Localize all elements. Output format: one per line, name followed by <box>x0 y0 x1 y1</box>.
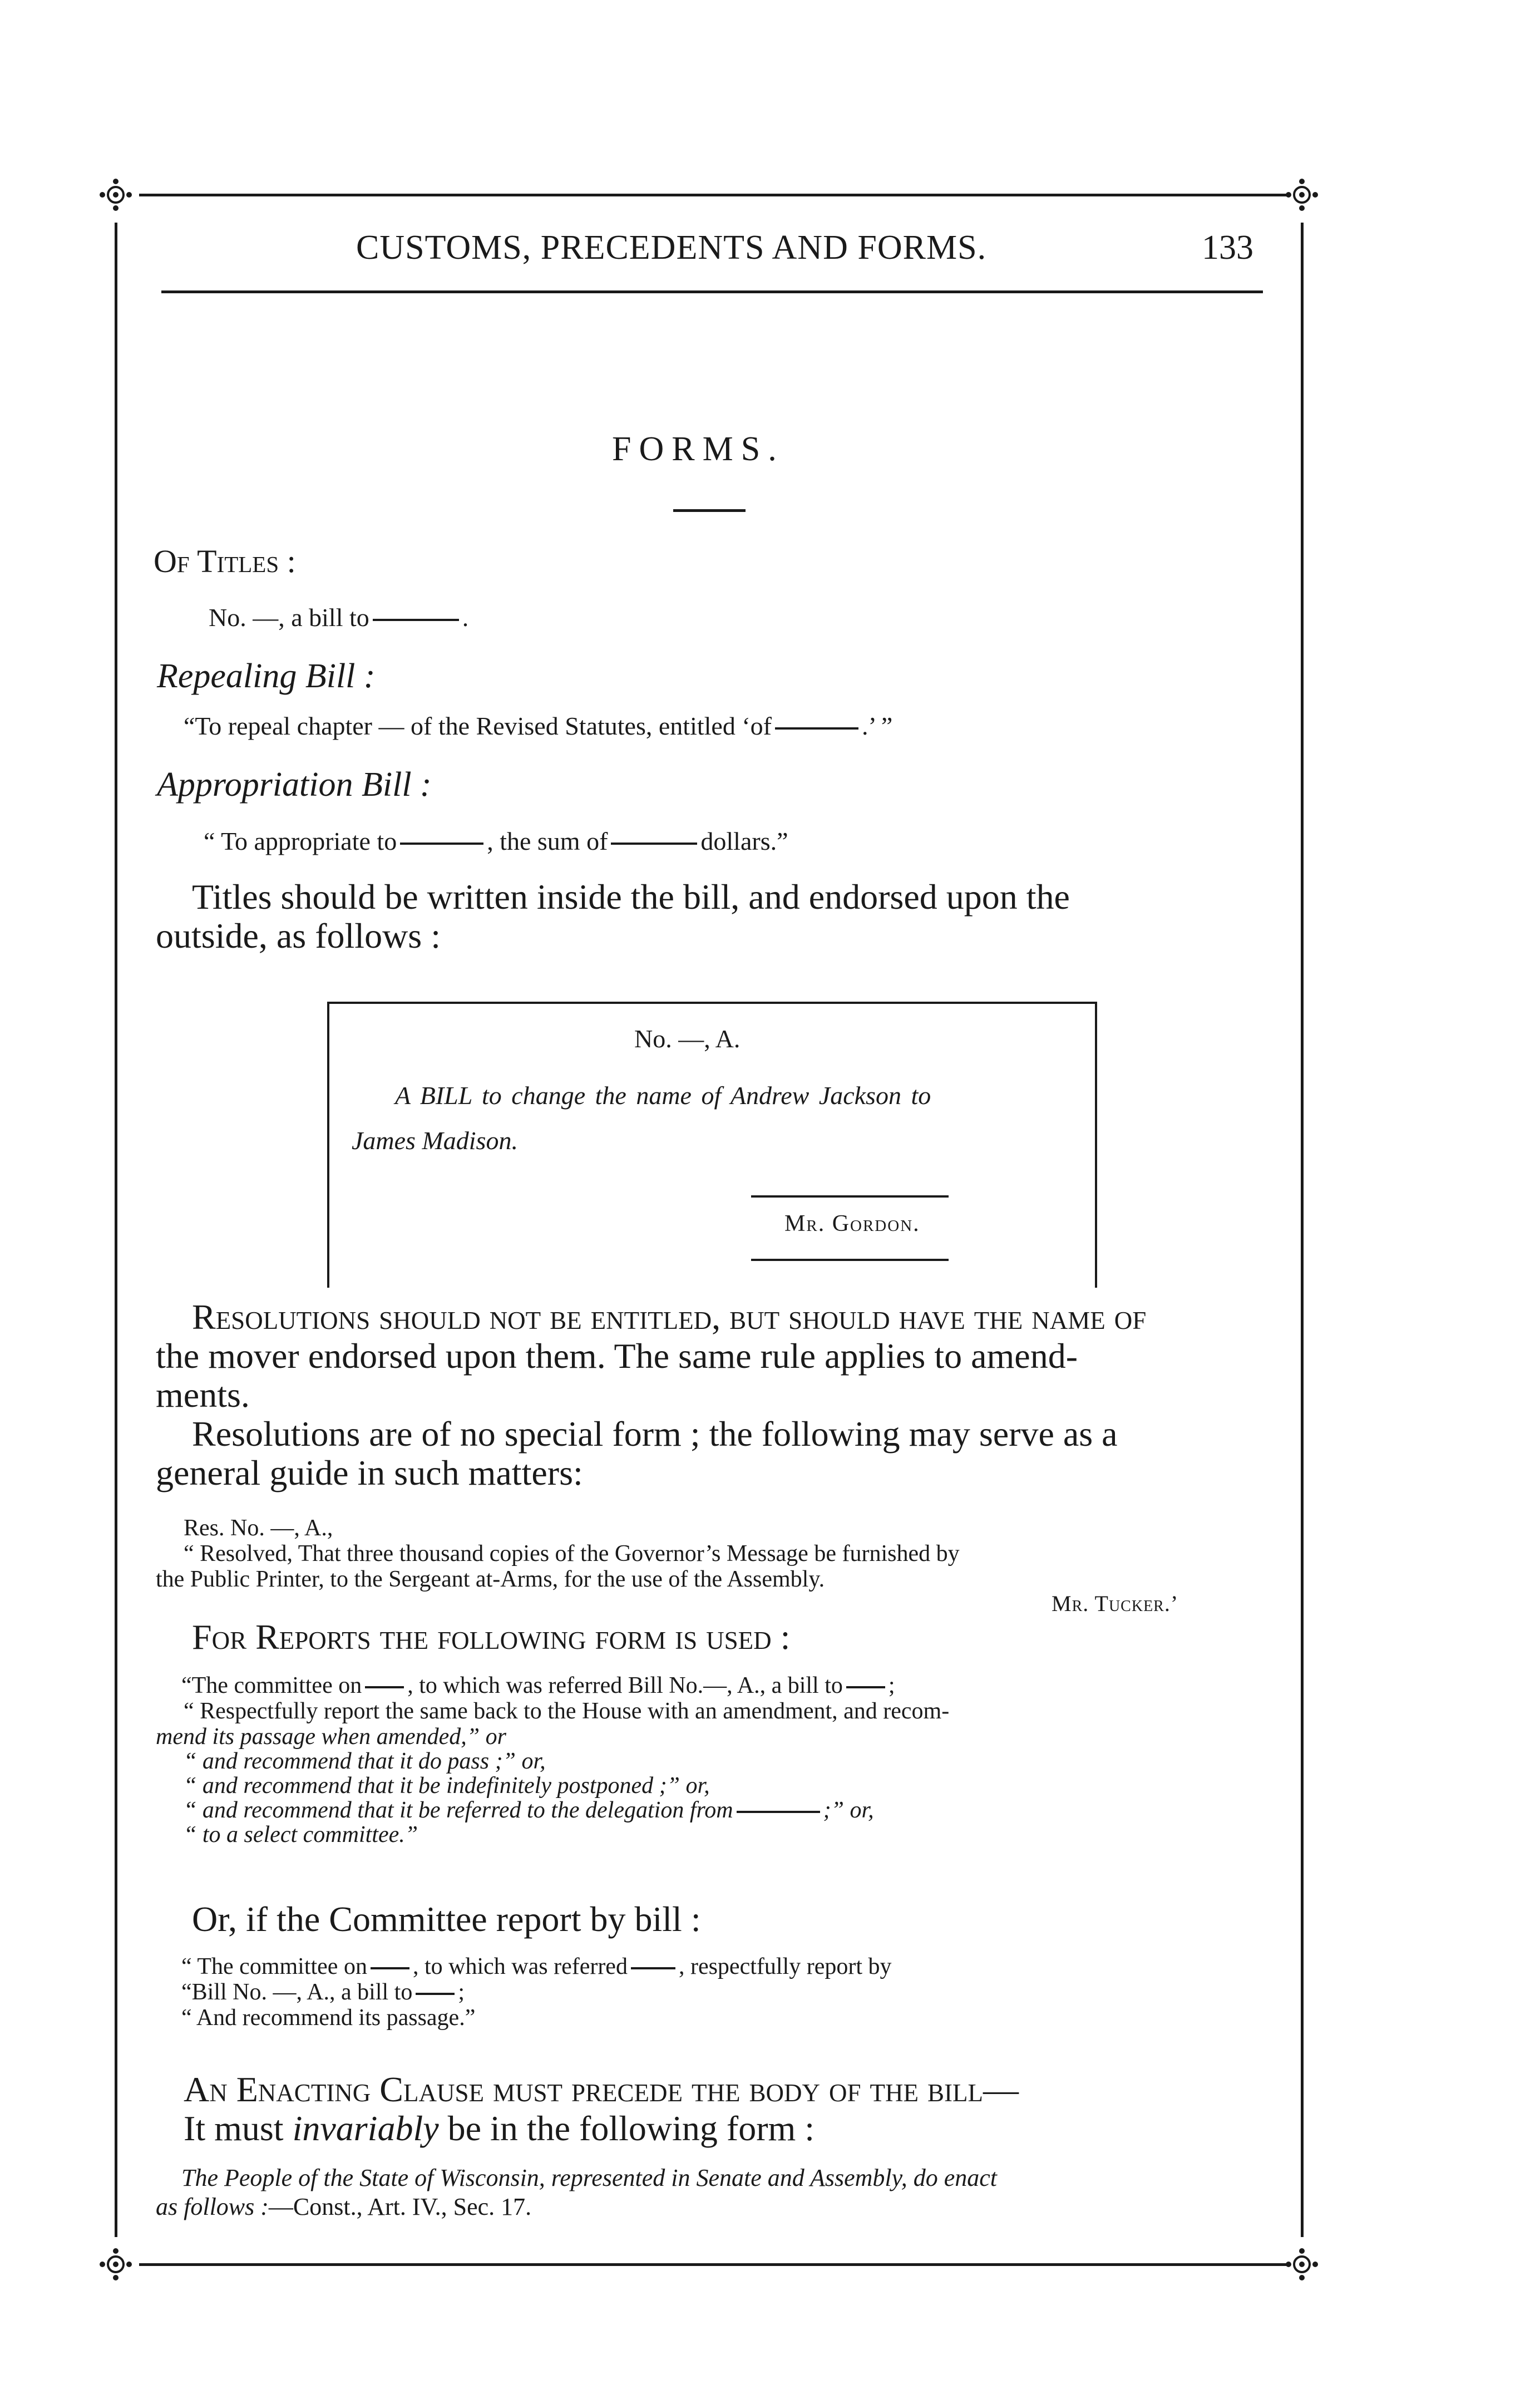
resolutions-text-1: Resolutions should not be entitled, but should have the name of <box>192 1297 1147 1337</box>
reports-line-3: mend its passage when amended,” or <box>156 1724 506 1750</box>
by-bill-line-3: “ And recommend its passage.” <box>181 2005 476 2031</box>
page-number: 133 <box>1202 229 1253 267</box>
mover-rule-top <box>751 1195 949 1198</box>
left-border-rule <box>115 223 117 2237</box>
mover-rule-bottom <box>751 1259 949 1261</box>
corner-ornament-icon <box>1284 2247 1320 2282</box>
enacting-line-2a: It must <box>184 2109 293 2148</box>
enacting-line-2 <box>184 2108 815 2149</box>
repealing-text-a: “To repeal chapter — of the Revised Statutes, entitled ‘of <box>184 712 772 740</box>
resolution-text-1: “ Resolved, That three thousand copies of the Governor’s Message be furnished by <box>184 1541 960 1566</box>
endorse-line-2: outside, as follows : <box>156 916 441 955</box>
appropriation-text-a: “ To appropriate to <box>204 827 397 855</box>
section-title: FORMS. <box>612 430 784 468</box>
bill-number: No. —, A. <box>634 1024 741 1053</box>
bill-title-line-1: A BILL to change the name of Andrew Jackson to <box>395 1081 931 1110</box>
resolutions-line-4: Resolutions are of no special form ; the following may serve as a <box>192 1414 1118 1454</box>
bottom-border-rule <box>139 2263 1290 2266</box>
enacting-form-1: The People of the State of Wisconsin, represented in Senate and Assembly, do enact <box>181 2164 997 2191</box>
repealing-text <box>184 711 892 741</box>
repealing-heading: Repealing Bill : <box>157 657 376 695</box>
reports-line-6b: ;” or, <box>823 1797 874 1823</box>
enacting-line-1: An Enacting Clause must precede the body of the bill— <box>184 2070 1019 2109</box>
by-bill-line-2 <box>181 1979 465 2006</box>
reports-line-1a: “The committee on <box>181 1673 362 1698</box>
by-bill-line-1b: , to which was referred <box>412 1954 628 1979</box>
resolutions-line-5: general guide in such matters: <box>156 1453 583 1492</box>
appropriation-text-c: dollars.” <box>700 827 788 855</box>
reports-line-1c: ; <box>888 1673 895 1698</box>
titles-example: No. —, a bill to . <box>209 603 469 632</box>
reports-line-5: “ and recommend that it be indefinitely postponed ;” or, <box>184 1773 710 1799</box>
reports-line-7: “ to a select committee.” <box>184 1822 418 1848</box>
corner-ornament-icon <box>98 2247 134 2282</box>
by-bill-line-1 <box>181 1953 892 1980</box>
resolution-mover: Mr. Tucker.’ <box>1052 1591 1179 1616</box>
resolution-number: Res. No. —, A., <box>184 1515 333 1541</box>
appropriation-text-b: , the sum of <box>487 827 608 855</box>
resolutions-line-1 <box>192 1297 1146 1338</box>
titles-example-text: No. —, a bill to <box>209 603 369 632</box>
reports-line-6 <box>184 1797 874 1824</box>
endorse-line-1: Titles should be written inside the bill, and endorsed upon the <box>192 877 1070 917</box>
enacting-form-2 <box>156 2193 531 2221</box>
by-bill-line-1a: “ The committee on <box>181 1954 367 1979</box>
repealing-text-b: .’ ” <box>861 712 893 740</box>
reports-line-2: “ Respectfully report the same back to the House with an amendment, and recom- <box>184 1698 950 1724</box>
title-rule <box>673 509 746 512</box>
reports-line-4: “ and recommend that it do pass ;” or, <box>184 1748 546 1774</box>
enacting-form-2a: as follows : <box>156 2193 269 2220</box>
by-bill-line-2a: “Bill No. —, A., a bill to <box>181 1979 413 2005</box>
enacting-line-2b: invariably <box>292 2109 439 2148</box>
bill-mover: Mr. Gordon. <box>784 1211 920 1237</box>
bill-title-line-2: James Madison. <box>352 1126 518 1155</box>
corner-ornament-icon <box>98 177 134 213</box>
appropriation-text <box>204 826 788 856</box>
titles-heading: Of Titles : <box>154 543 296 579</box>
top-border-rule <box>139 194 1290 196</box>
by-bill-line-2b: ; <box>458 1979 465 2005</box>
by-bill-intro: Or, if the Committee report by bill : <box>192 1899 701 1939</box>
right-border-rule <box>1301 223 1304 2237</box>
reports-line-1b: , to which was referred Bill No.—, A., a bill to <box>407 1673 843 1698</box>
resolutions-line-3: ments. <box>156 1375 250 1415</box>
resolution-text-2: the Public Printer, to the Sergeant at-Arms, for the use of the Assembly. <box>156 1566 825 1592</box>
appropriation-heading: Appropriation Bill : <box>157 766 432 804</box>
resolutions-line-2: the mover endorsed upon them. The same rule applies to amend- <box>156 1336 1078 1376</box>
corner-ornament-icon <box>1284 177 1320 213</box>
enacting-line-2c: be in the following form : <box>438 2109 815 2148</box>
header-rule <box>161 290 1263 293</box>
reports-line-6a: “ and recommend that it be referred to the delegation from <box>184 1797 733 1823</box>
reports-intro: For Reports the following form is used : <box>192 1617 791 1657</box>
reports-line-1 <box>181 1672 895 1699</box>
enacting-form-2b: —Const., Art. IV., Sec. 17. <box>268 2193 532 2220</box>
running-title: CUSTOMS, PRECEDENTS AND FORMS. <box>356 229 987 267</box>
by-bill-line-1c: , respectfully report by <box>678 1954 892 1979</box>
